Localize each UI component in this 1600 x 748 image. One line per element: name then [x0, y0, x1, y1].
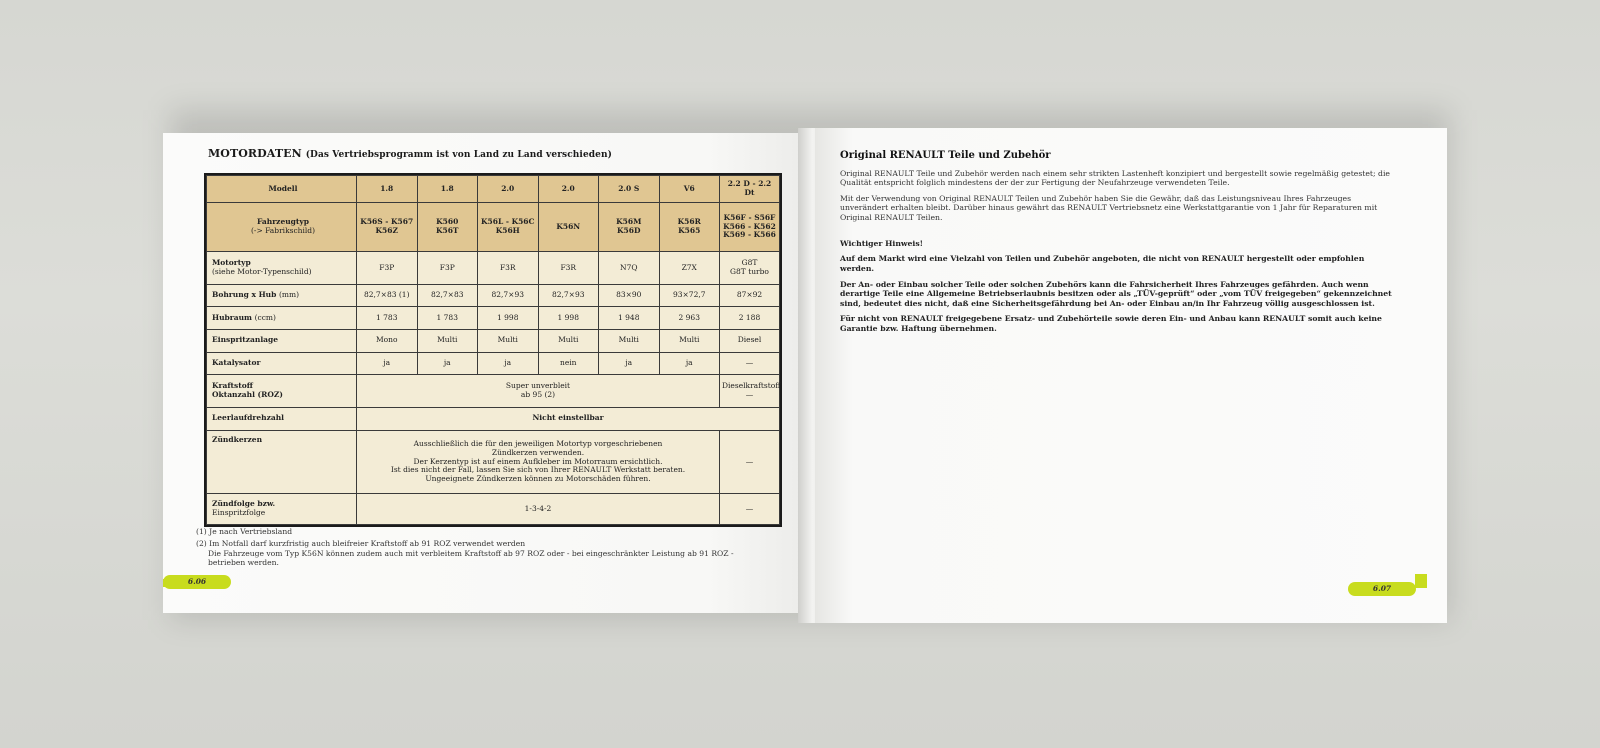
- section-heading: Original RENAULT Teile und Zubehör: [840, 150, 1051, 161]
- leerlauf-value: Nicht einstellbar: [357, 407, 780, 430]
- kat-cell: ja: [417, 352, 478, 375]
- hubraum-cell: 2 963: [659, 307, 720, 330]
- kat-cell: ja: [357, 352, 418, 375]
- kat-cell: nein: [538, 352, 599, 375]
- title-main: MOTORDATEN: [208, 147, 302, 160]
- einspritz-cell: Mono: [357, 329, 418, 352]
- row-hubraum: [207, 307, 780, 330]
- motortyp-cell: F3P: [417, 251, 478, 284]
- leerlauf-label: Leerlaufdrehzahl: [207, 407, 357, 430]
- row-fahrzeugtyp: [207, 202, 780, 251]
- modell-cell: V6: [659, 176, 720, 203]
- bohrung-cell: 82,7×83 (1): [357, 284, 418, 307]
- motortyp-cell: Z7X: [659, 251, 720, 284]
- right-page: [815, 128, 1447, 623]
- zuendkerzen-diesel: —: [720, 430, 780, 494]
- fahrzeugtyp-cell: K56N: [538, 202, 599, 251]
- modell-cell: 1.8: [417, 176, 478, 203]
- einspritz-cell: Multi: [599, 329, 660, 352]
- zuendkerzen-label: Zündkerzen: [207, 430, 357, 494]
- fahrzeugtyp-cell: K56R K565: [659, 202, 720, 251]
- footnotes: [196, 527, 786, 568]
- hubraum-cell: 1 783: [357, 307, 418, 330]
- row-motortyp: [207, 251, 780, 284]
- row-modell: [207, 176, 780, 203]
- motortyp-sublabel: (siehe Motor-Typenschild): [212, 266, 312, 276]
- modell-label: Modell: [207, 176, 357, 203]
- row-bohrung: [207, 284, 780, 307]
- fahrzeugtyp-cell: K56M K56D: [599, 202, 660, 251]
- left-page: [163, 133, 803, 613]
- kraftstoff-value: Super unverbleit ab 95 (2): [357, 375, 720, 408]
- footnote-1: (1) Je nach Vertriebsland: [196, 527, 293, 536]
- footnote-2-cont: betrieben werden.: [208, 558, 279, 568]
- zuendkerzen-value: Ausschließlich die für den jeweiligen Motortyp vorgeschriebenen Zündkerzen verwenden. Der Kerzentyp ist auf einem Aufkleber im Motorraum ersichtlich. Ist dies nicht der Fall, lassen Sie sich von Ihrer RENAULT Werkstatt beraten. Ungeeignete Zündkerzen können zu Motorschäden führen.: [357, 430, 720, 494]
- bohrung-cell: 82,7×83: [417, 284, 478, 307]
- einspritz-label: Einspritzanlage: [207, 329, 357, 352]
- fahrzeugtyp-cell: K56L - K56C K56H: [478, 202, 539, 251]
- zuendfolge-sublabel: Einspritzfolge: [212, 508, 266, 518]
- kat-cell: ja: [599, 352, 660, 375]
- bohrung-cell: 93×72,7: [659, 284, 720, 307]
- footnote-2-cont: Die Fahrzeuge vom Typ K56N können zudem auch mit verbleitem Kraftstoff ab 97 ROZ oder - bei eingeschränkter Leistung ab 91 ROZ -: [208, 548, 734, 558]
- hubraum-cell: 1 998: [478, 307, 539, 330]
- einspritz-cell: Multi: [417, 329, 478, 352]
- bohrung-cell: 83×90: [599, 284, 660, 307]
- hubraum-cell: 1 998: [538, 307, 599, 330]
- fahrzeugtyp-sublabel: (-> Fabrikschild): [250, 225, 316, 235]
- zuendfolge-value: 1-3-4-2: [357, 494, 720, 525]
- zuendfolge-diesel: —: [720, 494, 780, 525]
- motortyp-cell: F3R: [478, 251, 539, 284]
- hubraum-unit: (ccm): [254, 312, 276, 322]
- row-zuendkerzen: [207, 430, 780, 494]
- row-katalysator: [207, 352, 780, 375]
- kraftstoff-label: [207, 375, 357, 408]
- motordaten-table: [204, 173, 782, 527]
- modell-cell: 2.0: [538, 176, 599, 203]
- modell-cell: 2.2 D - 2.2 Dt: [720, 176, 780, 203]
- fahrzeugtyp-cell: K56F - S56F K566 - K562 K569 - K566: [720, 202, 780, 251]
- modell-cell: 1.8: [357, 176, 418, 203]
- paragraph: Mit der Verwendung von Original RENAULT Teilen und Zubehör haben Sie die Gewähr, daß das Leistungsniveau Ihres Fahrzeuges unverändert erhalten bleibt. Darüber hinaus gewährt das RENAULT Vertriebsnetz eine Werkstattgarantie von 1 Jahr für Reparaturen mit Original RENAULT Teilen.: [840, 193, 1378, 222]
- fahrzeugtyp-cell: K56S - K567 K56Z: [357, 202, 418, 251]
- einspritz-cell: Multi: [538, 329, 599, 352]
- kraftstoff-label-text: Kraftstoff: [212, 381, 253, 391]
- footnote-2: (2) Im Notfall darf kurzfristig auch bleifreier Kraftstoff ab 91 ROZ verwendet werden: [196, 539, 526, 549]
- bohrung-cell: 87×92: [720, 284, 780, 307]
- motortyp-cell: F3P: [357, 251, 418, 284]
- motortyp-cell: F3R: [538, 251, 599, 284]
- title-subtitle: (Das Vertriebsprogramm ist von Land zu Land verschieden): [305, 150, 612, 160]
- fahrzeugtyp-label: [207, 202, 357, 251]
- einspritz-cell: Diesel: [720, 329, 780, 352]
- kat-cell: ja: [478, 352, 539, 375]
- motortyp-label: [207, 251, 357, 284]
- kat-cell: ja: [659, 352, 720, 375]
- kat-cell: —: [720, 352, 780, 375]
- notice-title: Wichtiger Hinweis!: [840, 238, 924, 248]
- hubraum-label: [207, 307, 357, 330]
- row-kraftstoff: [207, 375, 780, 408]
- paragraph: Original RENAULT Teile und Zubehör werden nach einem sehr strikten Lastenheft konzipiert und bergestellt sowie regelmäßig getestet; die Qualität entspricht folglich mindestens der der zur Fertigung der Neufahrzeuge verwendeten Teile.: [840, 168, 1390, 188]
- row-zuendfolge: [207, 494, 780, 525]
- notice-paragraph: Der An- oder Einbau solcher Teile oder solchen Zubehörs kann die Fahrsicherheit Ihres Fahrzeuges gefährden. Auch wenn derartige Teile eine Allgemeine Betriebserlaubnis besitzen oder als „TÜV-geprüft“ oder „vom TÜV freigegeben“ gekennzeichnet sind, bedeutet dies nicht, daß eine Sicherheitsgefährdung bei An- oder Einbau an/in Ihr Fahrzeug völlig ausgeschlossen ist.: [840, 279, 1392, 308]
- row-leerlauf: [207, 407, 780, 430]
- einspritz-cell: Multi: [478, 329, 539, 352]
- hubraum-label-text: Hubraum: [212, 312, 252, 322]
- notice-paragraph: Auf dem Markt wird eine Vielzahl von Teilen und Zubehör angeboten, die nicht von RENAULT hergestellt oder empfohlen werden.: [840, 254, 1365, 273]
- motortyp-label-text: Motortyp: [212, 258, 251, 268]
- bohrung-label-text: Bohrung x Hub: [212, 290, 277, 300]
- fahrzeugtyp-cell: K560 K56T: [417, 202, 478, 251]
- bohrung-label: [207, 284, 357, 307]
- kat-label: Katalysator: [207, 352, 357, 375]
- page-number: 6.07: [1348, 582, 1416, 596]
- zuendfolge-label-text: Zündfolge bzw.: [212, 499, 276, 509]
- right-page-content: [840, 150, 1400, 340]
- motortyp-cell: G8T G8T turbo: [720, 251, 780, 284]
- notice-paragraph: Für nicht von RENAULT freigegebene Ersatz- und Zubehörteile sowie deren Ein- und Anbau kann RENAULT somit auch keine Garantie bzw. Haftung übernehmen.: [840, 314, 1382, 333]
- einspritz-cell: Multi: [659, 329, 720, 352]
- hubraum-cell: 1 948: [599, 307, 660, 330]
- modell-cell: 2.0 S: [599, 176, 660, 203]
- page-title: [208, 147, 612, 160]
- page-number: 6.06: [163, 575, 231, 589]
- modell-cell: 2.0: [478, 176, 539, 203]
- oktan-label-text: Oktanzahl (ROZ): [212, 390, 283, 400]
- bohrung-unit: (mm): [279, 290, 300, 300]
- motortyp-cell: N7Q: [599, 251, 660, 284]
- zuendfolge-label: [207, 494, 357, 525]
- bohrung-cell: 82,7×93: [478, 284, 539, 307]
- row-einspritzanlage: [207, 329, 780, 352]
- kraftstoff-diesel: Dieselkraftstoff —: [720, 375, 780, 408]
- hubraum-cell: 1 783: [417, 307, 478, 330]
- bohrung-cell: 82,7×93: [538, 284, 599, 307]
- page-color-bar: [1415, 574, 1427, 588]
- fahrzeugtyp-label-text: Fahrzeugtyp: [257, 217, 309, 227]
- hubraum-cell: 2 188: [720, 307, 780, 330]
